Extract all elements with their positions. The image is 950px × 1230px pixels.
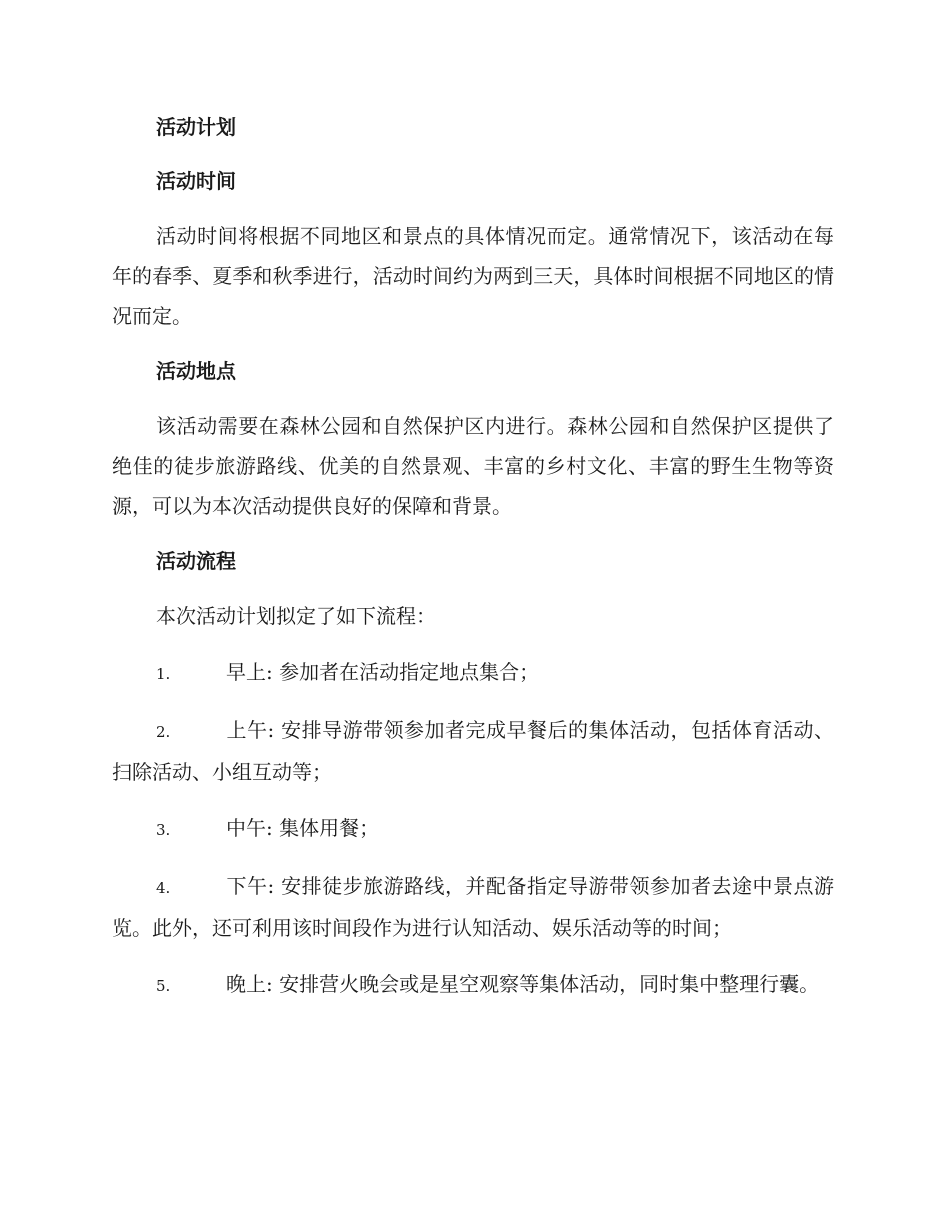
document-page [112, 108, 834, 1022]
document-title: 活动计划 [156, 115, 236, 139]
list-item [112, 866, 834, 948]
list-item-number: 2. [156, 723, 171, 741]
list-item-text: 晚上: 安排营火晚会或是星空观察等集体活动，同时集中整理行囊。 [226, 972, 820, 996]
section-paragraph-process: 本次活动计划拟定了如下流程： [156, 604, 436, 628]
section-heading-time: 活动时间 [156, 169, 236, 193]
list-item-number: 1. [156, 665, 171, 683]
list-item-text: 早上: 参加者在活动指定地点集合； [226, 660, 540, 684]
list-item-text: 中午: 集体用餐； [226, 816, 380, 840]
list-item-number: 5. [156, 977, 171, 995]
list-item [112, 808, 834, 850]
section-paragraph-location: 该活动需要在森林公园和自然保护区内进行。森林公园和自然保护区提供了绝佳的徒步旅游路线、优美的自然景观、丰富的乡村文化、丰富的野生生物等资源，可以为本次活动提供良好的保障和背景。 [112, 414, 834, 518]
list-item-number: 4. [156, 879, 171, 897]
list-item-text: 下午: 安排徒步旅游路线，并配备指定导游带领参加者去途中景点游览。此外，还可利用该时间段作为进行认知活动、娱乐活动等的时间； [112, 874, 834, 940]
list-item [112, 964, 834, 1006]
section-paragraph-time: 活动时间将根据不同地区和景点的具体情况而定。通常情况下，该活动在每年的春季、夏季和秋季进行，活动时间约为两到三天，具体时间根据不同地区的情况而定。 [112, 224, 834, 328]
section-heading-process: 活动流程 [156, 549, 236, 573]
section-heading-location: 活动地点 [156, 359, 236, 383]
list-item-text: 上午: 安排导游带领参加者完成早餐后的集体活动，包括体育活动、扫除活动、小组互动等； [112, 718, 834, 784]
list-item [112, 710, 834, 792]
list-item [112, 652, 834, 694]
list-item-number: 3. [156, 821, 171, 839]
